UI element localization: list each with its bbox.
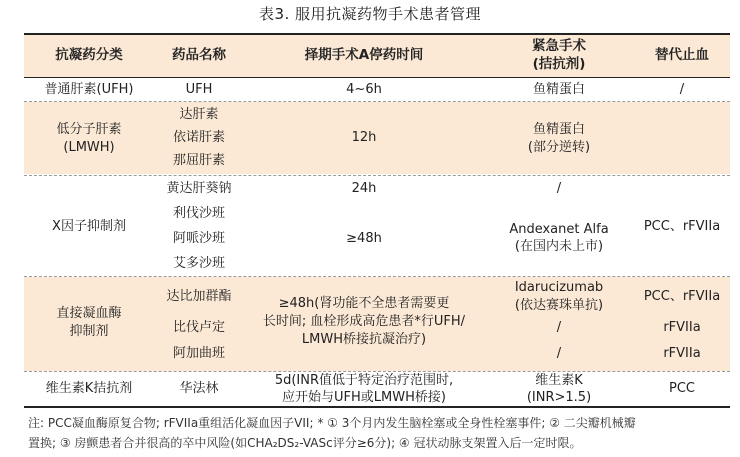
xa-category: X因子抑制剂 (52, 219, 126, 234)
row-divider (24, 101, 730, 102)
ufh-category: 普通肝素(UFH) (44, 82, 134, 97)
dti-stop-time: LMWH桥接抗凝治疗) (301, 332, 427, 347)
dti-stop-time: ≥48h(肾功能不全患者需要更 (278, 296, 450, 311)
header-stop-time: 择期手术A停药时间 (304, 47, 424, 63)
vka-drug: 华法林 (179, 381, 219, 396)
footnote-line: 置换; ③ 房颤患者合并很高的卒中风险(如CHA₂DS₂-VASc评分≥6分); ④ 冠状动脉支架置入后一定时限。 (28, 436, 582, 450)
xa-stop-time: 24h (351, 181, 377, 196)
xa-stop-time: ≥48h (346, 231, 382, 246)
dti-alt: rFVIIa (663, 346, 701, 361)
top-rule (24, 33, 730, 35)
xa-emergency-note: (在国内未上市) (514, 239, 604, 254)
footnote-line: 注: PCC凝血酶原复合物; rFVIIa重组活化凝血因子VII; * ① 3个月内发生脑栓塞或全身性栓塞事件; ② 二尖瓣机械瓣 (28, 416, 636, 430)
dti-emergency-antidote: Idarucizumab (514, 280, 604, 295)
dti-emergency: / (556, 320, 562, 335)
xa-alt: PCC、rFVIIa (643, 219, 721, 234)
ufh-stop-time: 4~6h (346, 82, 382, 97)
dti-category: 直接凝血酶 (56, 306, 122, 321)
header-alt: 替代止血 (655, 47, 709, 63)
header-emergency-sub: (拮抗剂) (532, 56, 586, 72)
lmwh-emergency-sub: (部分逆转) (527, 140, 591, 155)
vka-stop-time: 应开始与UFH或LMWH桥接) (282, 390, 446, 405)
vka-emergency-sub: (INR>1.5) (526, 390, 592, 405)
ufh-emergency: 鱼精蛋白 (532, 82, 585, 97)
table-title: 表3. 服用抗凝药物手术患者管理 (258, 5, 482, 23)
vka-stop-time: 5d(INR值低于特定治疗范围时, (274, 373, 454, 388)
dti-emergency-note: (依达赛珠单抗) (514, 298, 604, 313)
dti-emergency: / (556, 346, 562, 361)
vka-emergency: 维生素K (535, 373, 583, 388)
bottom-rule (24, 406, 730, 408)
dti-stop-time: 长时间; 血栓形成高危患者*行UFH/ (262, 314, 466, 329)
dti-category-sub: 抑制剂 (69, 324, 109, 339)
footnote (28, 413, 726, 453)
lmwh-stop-time: 12h (351, 130, 377, 145)
xa-emergency-antidote: Andexanet Alfa (509, 222, 609, 237)
row-divider (24, 276, 730, 277)
xa-drug: 黄达肝葵钠 (166, 181, 232, 196)
xa-emergency: / (556, 181, 562, 196)
dti-alt: PCC、rFVIIa (643, 289, 721, 304)
ufh-alt: / (679, 82, 685, 97)
row-divider (24, 371, 730, 372)
xa-drug: 阿哌沙班 (172, 231, 225, 246)
ufh-drug: UFH (185, 82, 213, 97)
lmwh-emergency: 鱼精蛋白 (532, 122, 585, 137)
lmwh-drug: 那屈肝素 (172, 153, 225, 168)
dti-drug: 阿加曲班 (172, 346, 225, 361)
lmwh-category-sub: (LMWH) (63, 140, 115, 155)
lmwh-category: 低分子肝素 (56, 122, 122, 137)
xa-drug: 艾多沙班 (172, 256, 225, 271)
header-drug: 药品名称 (172, 47, 226, 63)
vka-category: 维生素K拮抗剂 (45, 381, 133, 396)
vka-alt: PCC (669, 381, 695, 396)
header-emergency: 紧急手术 (532, 38, 586, 54)
lmwh-drug: 依诺肝素 (172, 130, 225, 145)
lmwh-drug: 达肝素 (179, 107, 219, 122)
dti-alt: rFVIIa (663, 320, 701, 335)
dti-drug: 达比加群酯 (166, 289, 232, 304)
row-divider (24, 175, 730, 176)
xa-drug: 利伐沙班 (172, 206, 225, 221)
dti-drug: 比伐卢定 (172, 320, 225, 335)
header-rule (24, 77, 730, 78)
header-category: 抗凝药分类 (55, 47, 123, 63)
